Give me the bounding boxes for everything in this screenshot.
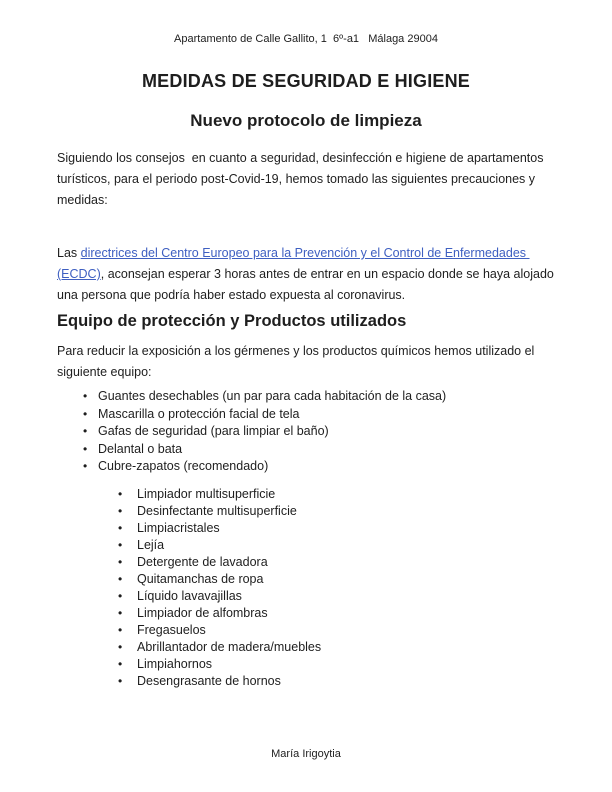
list-item: • Detergente de lavadora [57, 554, 555, 571]
list-item: • Quitamanchas de ropa [57, 571, 555, 588]
products-list [57, 486, 555, 690]
list-item: • Líquido lavavajillas [57, 588, 555, 605]
list-item: • Fregasuelos [57, 622, 555, 639]
section-heading: Equipo de protección y Productos utilizados [57, 312, 407, 330]
guidelines-prefix: Las [57, 246, 81, 260]
equipment-intro: Para reducir la exposición a los gérmenes y los productos químicos hemos utilizado el siguiente equipo: [57, 344, 538, 379]
page-title: MEDIDAS DE SEGURIDAD E HIGIENE [141, 71, 471, 91]
list-item: • Limpiador de alfombras [57, 605, 555, 622]
list-item: • Lejía [57, 537, 555, 554]
equipment-list [57, 388, 555, 476]
footer-author: María Irigoytia [271, 748, 341, 760]
list-item: • Cubre-zapatos (recomendado) [57, 458, 555, 476]
list-item: • Guantes desechables (un par para cada habitación de la casa) [57, 388, 555, 406]
guidelines-suffix: , aconsejan esperar 3 horas antes de entrar en un espacio donde se haya alojado una persona que podría haber estado expuesta al coronavirus. [57, 267, 558, 302]
address-line: Apartamento de Calle Gallito, 1 6º-a1 Málaga 29004 [174, 33, 438, 45]
guidelines-paragraph [57, 243, 558, 306]
list-item: • Abrillantador de madera/muebles [57, 639, 555, 656]
list-item: • Limpiador multisuperficie [57, 486, 555, 503]
list-item: • Limpiahornos [57, 656, 555, 673]
list-item: • Mascarilla o protección facial de tela [57, 406, 555, 424]
list-item: • Delantal o bata [57, 441, 555, 459]
list-item: • Limpiacristales [57, 520, 555, 537]
list-item: • Gafas de seguridad (para limpiar el baño) [57, 423, 555, 441]
page-subtitle: Nuevo protocolo de limpieza [190, 111, 422, 130]
list-item: • Desengrasante de hornos [57, 673, 555, 690]
document-body [0, 148, 612, 690]
ecdc-link[interactable]: directrices del Centro Europeo para la Prevención y el Control de Enfermedades (ECDC) [57, 246, 530, 281]
list-item: • Desinfectante multisuperficie [57, 503, 555, 520]
intro-paragraph: Siguiendo los consejos en cuanto a seguridad, desinfección e higiene de apartamentos turísticos, para el periodo post-Covid-19, hemos tomado las siguientes precauciones y medidas: [57, 151, 547, 207]
